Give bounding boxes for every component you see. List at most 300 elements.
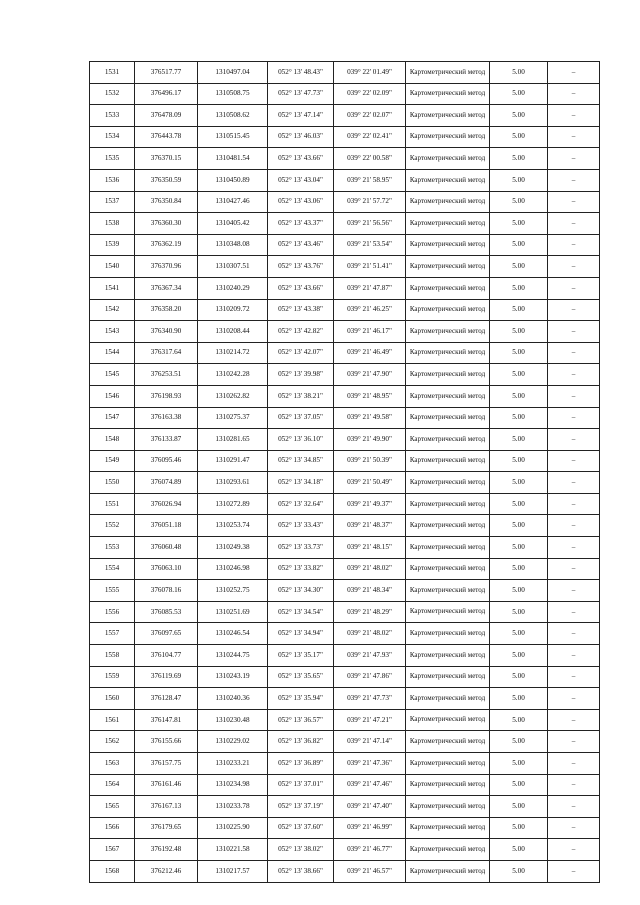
- table-row: [90, 774, 600, 796]
- accuracy-cell: 5.00: [490, 472, 548, 494]
- longitude-cell: 039° 21' 57.72": [334, 191, 406, 213]
- accuracy-cell: 5.00: [490, 321, 548, 343]
- note-cell: –: [548, 450, 600, 472]
- accuracy-cell: 5.00: [490, 385, 548, 407]
- y-coordinate-cell: 1310427.46: [198, 191, 268, 213]
- table-row: [90, 515, 600, 537]
- method-cell: Картометрический метод: [406, 817, 490, 839]
- method-cell: Картометрический метод: [406, 126, 490, 148]
- longitude-cell: 039° 21' 47.21": [334, 709, 406, 731]
- latitude-cell: 052° 13' 35.65": [268, 666, 334, 688]
- point-number-cell: 1565: [90, 796, 135, 818]
- longitude-cell: 039° 22' 02.09": [334, 83, 406, 105]
- y-coordinate-cell: 1310244.75: [198, 645, 268, 667]
- point-number-cell: 1561: [90, 709, 135, 731]
- latitude-cell: 052° 13' 38.02": [268, 839, 334, 861]
- longitude-cell: 039° 21' 46.25": [334, 299, 406, 321]
- method-cell: Картометрический метод: [406, 515, 490, 537]
- accuracy-cell: 5.00: [490, 666, 548, 688]
- note-cell: –: [548, 472, 600, 494]
- latitude-cell: 052° 13' 47.73": [268, 83, 334, 105]
- point-number-cell: 1564: [90, 774, 135, 796]
- y-coordinate-cell: 1310221.58: [198, 839, 268, 861]
- point-number-cell: 1562: [90, 731, 135, 753]
- latitude-cell: 052° 13' 34.85": [268, 450, 334, 472]
- latitude-cell: 052° 13' 35.17": [268, 645, 334, 667]
- x-coordinate-cell: 376104.77: [135, 645, 198, 667]
- longitude-cell: 039° 21' 47.46": [334, 774, 406, 796]
- longitude-cell: 039° 22' 02.41": [334, 126, 406, 148]
- x-coordinate-cell: 376063.10: [135, 558, 198, 580]
- y-coordinate-cell: 1310508.75: [198, 83, 268, 105]
- note-cell: –: [548, 817, 600, 839]
- longitude-cell: 039° 21' 47.73": [334, 688, 406, 710]
- y-coordinate-cell: 1310251.69: [198, 601, 268, 623]
- longitude-cell: 039° 21' 50.49": [334, 472, 406, 494]
- latitude-cell: 052° 13' 43.46": [268, 234, 334, 256]
- note-cell: –: [548, 731, 600, 753]
- latitude-cell: 052° 13' 43.66": [268, 148, 334, 170]
- accuracy-cell: 5.00: [490, 191, 548, 213]
- table-row: [90, 342, 600, 364]
- latitude-cell: 052° 13' 46.03": [268, 126, 334, 148]
- x-coordinate-cell: 376212.46: [135, 860, 198, 882]
- x-coordinate-cell: 376085.53: [135, 601, 198, 623]
- note-cell: –: [548, 321, 600, 343]
- longitude-cell: 039° 21' 48.02": [334, 558, 406, 580]
- point-number-cell: 1563: [90, 753, 135, 775]
- x-coordinate-cell: 376026.94: [135, 493, 198, 515]
- longitude-cell: 039° 21' 48.95": [334, 385, 406, 407]
- note-cell: –: [548, 774, 600, 796]
- y-coordinate-cell: 1310246.54: [198, 623, 268, 645]
- y-coordinate-cell: 1310240.36: [198, 688, 268, 710]
- point-number-cell: 1542: [90, 299, 135, 321]
- x-coordinate-cell: 376074.89: [135, 472, 198, 494]
- method-cell: Картометрический метод: [406, 342, 490, 364]
- longitude-cell: 039° 21' 47.90": [334, 364, 406, 386]
- accuracy-cell: 5.00: [490, 558, 548, 580]
- method-cell: Картометрический метод: [406, 580, 490, 602]
- latitude-cell: 052° 13' 34.30": [268, 580, 334, 602]
- table-row: [90, 407, 600, 429]
- method-cell: Картометрический метод: [406, 62, 490, 84]
- longitude-cell: 039° 21' 53.54": [334, 234, 406, 256]
- x-coordinate-cell: 376360.30: [135, 213, 198, 235]
- x-coordinate-cell: 376350.84: [135, 191, 198, 213]
- note-cell: –: [548, 256, 600, 278]
- method-cell: Картометрический метод: [406, 429, 490, 451]
- method-cell: Картометрический метод: [406, 645, 490, 667]
- point-number-cell: 1535: [90, 148, 135, 170]
- table-row: [90, 623, 600, 645]
- accuracy-cell: 5.00: [490, 796, 548, 818]
- method-cell: Картометрический метод: [406, 299, 490, 321]
- y-coordinate-cell: 1310405.42: [198, 213, 268, 235]
- table-row: [90, 277, 600, 299]
- point-number-cell: 1559: [90, 666, 135, 688]
- note-cell: –: [548, 299, 600, 321]
- note-cell: –: [548, 429, 600, 451]
- table-row: [90, 537, 600, 559]
- method-cell: Картометрический метод: [406, 774, 490, 796]
- note-cell: –: [548, 839, 600, 861]
- accuracy-cell: 5.00: [490, 213, 548, 235]
- note-cell: –: [548, 645, 600, 667]
- table-row: [90, 753, 600, 775]
- latitude-cell: 052° 13' 35.94": [268, 688, 334, 710]
- note-cell: –: [548, 537, 600, 559]
- table-row: [90, 234, 600, 256]
- accuracy-cell: 5.00: [490, 623, 548, 645]
- latitude-cell: 052° 13' 36.57": [268, 709, 334, 731]
- y-coordinate-cell: 1310208.44: [198, 321, 268, 343]
- x-coordinate-cell: 376317.64: [135, 342, 198, 364]
- latitude-cell: 052° 13' 36.89": [268, 753, 334, 775]
- table-row: [90, 731, 600, 753]
- table-row: [90, 688, 600, 710]
- table-row: [90, 839, 600, 861]
- point-number-cell: 1541: [90, 277, 135, 299]
- longitude-cell: 039° 21' 47.93": [334, 645, 406, 667]
- y-coordinate-cell: 1310307.51: [198, 256, 268, 278]
- note-cell: –: [548, 342, 600, 364]
- x-coordinate-cell: 376358.20: [135, 299, 198, 321]
- method-cell: Картометрический метод: [406, 385, 490, 407]
- table-row: [90, 83, 600, 105]
- table-row: [90, 321, 600, 343]
- y-coordinate-cell: 1310262.82: [198, 385, 268, 407]
- accuracy-cell: 5.00: [490, 299, 548, 321]
- accuracy-cell: 5.00: [490, 839, 548, 861]
- latitude-cell: 052° 13' 39.98": [268, 364, 334, 386]
- note-cell: –: [548, 277, 600, 299]
- method-cell: Картометрический метод: [406, 277, 490, 299]
- note-cell: –: [548, 580, 600, 602]
- x-coordinate-cell: 376133.87: [135, 429, 198, 451]
- accuracy-cell: 5.00: [490, 731, 548, 753]
- y-coordinate-cell: 1310515.45: [198, 126, 268, 148]
- note-cell: –: [548, 688, 600, 710]
- longitude-cell: 039° 21' 48.34": [334, 580, 406, 602]
- table-row: [90, 860, 600, 882]
- point-number-cell: 1553: [90, 537, 135, 559]
- latitude-cell: 052° 13' 32.64": [268, 493, 334, 515]
- latitude-cell: 052° 13' 37.60": [268, 817, 334, 839]
- x-coordinate-cell: 376198.93: [135, 385, 198, 407]
- x-coordinate-cell: 376097.65: [135, 623, 198, 645]
- point-number-cell: 1539: [90, 234, 135, 256]
- latitude-cell: 052° 13' 48.43": [268, 62, 334, 84]
- longitude-cell: 039° 21' 47.86": [334, 666, 406, 688]
- point-number-cell: 1568: [90, 860, 135, 882]
- table-row: [90, 580, 600, 602]
- note-cell: –: [548, 515, 600, 537]
- point-number-cell: 1558: [90, 645, 135, 667]
- point-number-cell: 1557: [90, 623, 135, 645]
- method-cell: Картометрический метод: [406, 450, 490, 472]
- table-row: [90, 601, 600, 623]
- longitude-cell: 039° 21' 46.57": [334, 860, 406, 882]
- note-cell: –: [548, 666, 600, 688]
- latitude-cell: 052° 13' 36.10": [268, 429, 334, 451]
- point-number-cell: 1537: [90, 191, 135, 213]
- x-coordinate-cell: 376155.66: [135, 731, 198, 753]
- note-cell: –: [548, 385, 600, 407]
- longitude-cell: 039° 21' 47.40": [334, 796, 406, 818]
- x-coordinate-cell: 376443.78: [135, 126, 198, 148]
- longitude-cell: 039° 21' 47.36": [334, 753, 406, 775]
- point-number-cell: 1554: [90, 558, 135, 580]
- x-coordinate-cell: 376163.38: [135, 407, 198, 429]
- note-cell: –: [548, 601, 600, 623]
- y-coordinate-cell: 1310233.21: [198, 753, 268, 775]
- point-number-cell: 1544: [90, 342, 135, 364]
- longitude-cell: 039° 21' 48.29": [334, 601, 406, 623]
- table-row: [90, 817, 600, 839]
- point-number-cell: 1547: [90, 407, 135, 429]
- point-number-cell: 1551: [90, 493, 135, 515]
- method-cell: Картометрический метод: [406, 83, 490, 105]
- y-coordinate-cell: 1310249.38: [198, 537, 268, 559]
- accuracy-cell: 5.00: [490, 407, 548, 429]
- note-cell: –: [548, 860, 600, 882]
- accuracy-cell: 5.00: [490, 450, 548, 472]
- note-cell: –: [548, 709, 600, 731]
- method-cell: Картометрический метод: [406, 796, 490, 818]
- latitude-cell: 052° 13' 47.14": [268, 105, 334, 127]
- table-row: [90, 796, 600, 818]
- point-number-cell: 1552: [90, 515, 135, 537]
- y-coordinate-cell: 1310348.08: [198, 234, 268, 256]
- y-coordinate-cell: 1310246.98: [198, 558, 268, 580]
- note-cell: –: [548, 623, 600, 645]
- method-cell: Картометрический метод: [406, 148, 490, 170]
- method-cell: Картометрический метод: [406, 493, 490, 515]
- x-coordinate-cell: 376128.47: [135, 688, 198, 710]
- x-coordinate-cell: 376478.09: [135, 105, 198, 127]
- accuracy-cell: 5.00: [490, 277, 548, 299]
- accuracy-cell: 5.00: [490, 515, 548, 537]
- latitude-cell: 052° 13' 38.21": [268, 385, 334, 407]
- y-coordinate-cell: 1310275.37: [198, 407, 268, 429]
- method-cell: Картометрический метод: [406, 472, 490, 494]
- longitude-cell: 039° 22' 00.58": [334, 148, 406, 170]
- x-coordinate-cell: 376179.65: [135, 817, 198, 839]
- method-cell: Картометрический метод: [406, 256, 490, 278]
- table-row: [90, 558, 600, 580]
- table-row: [90, 191, 600, 213]
- note-cell: –: [548, 753, 600, 775]
- method-cell: Картометрический метод: [406, 839, 490, 861]
- longitude-cell: 039° 21' 48.02": [334, 623, 406, 645]
- y-coordinate-cell: 1310272.89: [198, 493, 268, 515]
- method-cell: Картометрический метод: [406, 731, 490, 753]
- table-row: [90, 709, 600, 731]
- x-coordinate-cell: 376362.19: [135, 234, 198, 256]
- y-coordinate-cell: 1310242.28: [198, 364, 268, 386]
- point-number-cell: 1550: [90, 472, 135, 494]
- point-number-cell: 1538: [90, 213, 135, 235]
- accuracy-cell: 5.00: [490, 688, 548, 710]
- x-coordinate-cell: 376192.48: [135, 839, 198, 861]
- method-cell: Картометрический метод: [406, 407, 490, 429]
- x-coordinate-cell: 376157.75: [135, 753, 198, 775]
- method-cell: Картометрический метод: [406, 169, 490, 191]
- y-coordinate-cell: 1310253.74: [198, 515, 268, 537]
- x-coordinate-cell: 376517.77: [135, 62, 198, 84]
- longitude-cell: 039° 21' 58.95": [334, 169, 406, 191]
- latitude-cell: 052° 13' 37.19": [268, 796, 334, 818]
- method-cell: Картометрический метод: [406, 364, 490, 386]
- point-number-cell: 1560: [90, 688, 135, 710]
- accuracy-cell: 5.00: [490, 83, 548, 105]
- note-cell: –: [548, 83, 600, 105]
- longitude-cell: 039° 22' 02.07": [334, 105, 406, 127]
- latitude-cell: 052° 13' 42.07": [268, 342, 334, 364]
- latitude-cell: 052° 13' 34.18": [268, 472, 334, 494]
- latitude-cell: 052° 13' 42.82": [268, 321, 334, 343]
- accuracy-cell: 5.00: [490, 645, 548, 667]
- accuracy-cell: 5.00: [490, 256, 548, 278]
- note-cell: –: [548, 407, 600, 429]
- latitude-cell: 052° 13' 43.04": [268, 169, 334, 191]
- method-cell: Картометрический метод: [406, 753, 490, 775]
- x-coordinate-cell: 376060.48: [135, 537, 198, 559]
- y-coordinate-cell: 1310293.61: [198, 472, 268, 494]
- longitude-cell: 039° 21' 51.41": [334, 256, 406, 278]
- latitude-cell: 052° 13' 43.38": [268, 299, 334, 321]
- accuracy-cell: 5.00: [490, 774, 548, 796]
- note-cell: –: [548, 364, 600, 386]
- point-number-cell: 1566: [90, 817, 135, 839]
- longitude-cell: 039° 21' 56.56": [334, 213, 406, 235]
- accuracy-cell: 5.00: [490, 364, 548, 386]
- longitude-cell: 039° 21' 46.49": [334, 342, 406, 364]
- note-cell: –: [548, 126, 600, 148]
- note-cell: –: [548, 796, 600, 818]
- table-row: [90, 256, 600, 278]
- table-row: [90, 385, 600, 407]
- accuracy-cell: 5.00: [490, 860, 548, 882]
- table-row: [90, 666, 600, 688]
- method-cell: Картометрический метод: [406, 537, 490, 559]
- x-coordinate-cell: 376147.81: [135, 709, 198, 731]
- longitude-cell: 039° 21' 47.87": [334, 277, 406, 299]
- accuracy-cell: 5.00: [490, 709, 548, 731]
- method-cell: Картометрический метод: [406, 105, 490, 127]
- x-coordinate-cell: 376167.13: [135, 796, 198, 818]
- longitude-cell: 039° 21' 46.99": [334, 817, 406, 839]
- x-coordinate-cell: 376078.16: [135, 580, 198, 602]
- x-coordinate-cell: 376161.46: [135, 774, 198, 796]
- y-coordinate-cell: 1310481.54: [198, 148, 268, 170]
- y-coordinate-cell: 1310281.65: [198, 429, 268, 451]
- method-cell: Картометрический метод: [406, 234, 490, 256]
- method-cell: Картометрический метод: [406, 860, 490, 882]
- point-number-cell: 1546: [90, 385, 135, 407]
- accuracy-cell: 5.00: [490, 62, 548, 84]
- x-coordinate-cell: 376367.34: [135, 277, 198, 299]
- accuracy-cell: 5.00: [490, 169, 548, 191]
- accuracy-cell: 5.00: [490, 817, 548, 839]
- coordinates-table: [89, 61, 600, 883]
- y-coordinate-cell: 1310252.75: [198, 580, 268, 602]
- table-row: [90, 645, 600, 667]
- table-row: [90, 364, 600, 386]
- note-cell: –: [548, 169, 600, 191]
- x-coordinate-cell: 376340.90: [135, 321, 198, 343]
- x-coordinate-cell: 376119.69: [135, 666, 198, 688]
- longitude-cell: 039° 21' 48.37": [334, 515, 406, 537]
- longitude-cell: 039° 21' 46.17": [334, 321, 406, 343]
- accuracy-cell: 5.00: [490, 493, 548, 515]
- longitude-cell: 039° 21' 48.15": [334, 537, 406, 559]
- table-row: [90, 126, 600, 148]
- table-row: [90, 450, 600, 472]
- accuracy-cell: 5.00: [490, 105, 548, 127]
- longitude-cell: 039° 21' 47.14": [334, 731, 406, 753]
- method-cell: Картометрический метод: [406, 191, 490, 213]
- y-coordinate-cell: 1310233.78: [198, 796, 268, 818]
- note-cell: –: [548, 558, 600, 580]
- y-coordinate-cell: 1310497.04: [198, 62, 268, 84]
- point-number-cell: 1536: [90, 169, 135, 191]
- y-coordinate-cell: 1310230.48: [198, 709, 268, 731]
- accuracy-cell: 5.00: [490, 234, 548, 256]
- x-coordinate-cell: 376370.96: [135, 256, 198, 278]
- note-cell: –: [548, 234, 600, 256]
- latitude-cell: 052° 13' 33.73": [268, 537, 334, 559]
- latitude-cell: 052° 13' 34.94": [268, 623, 334, 645]
- latitude-cell: 052° 13' 43.76": [268, 256, 334, 278]
- y-coordinate-cell: 1310225.90: [198, 817, 268, 839]
- table-row: [90, 493, 600, 515]
- latitude-cell: 052° 13' 33.82": [268, 558, 334, 580]
- y-coordinate-cell: 1310450.89: [198, 169, 268, 191]
- point-number-cell: 1545: [90, 364, 135, 386]
- note-cell: –: [548, 493, 600, 515]
- longitude-cell: 039° 21' 49.58": [334, 407, 406, 429]
- latitude-cell: 052° 13' 43.66": [268, 277, 334, 299]
- latitude-cell: 052° 13' 33.43": [268, 515, 334, 537]
- accuracy-cell: 5.00: [490, 753, 548, 775]
- latitude-cell: 052° 13' 37.05": [268, 407, 334, 429]
- method-cell: Картометрический метод: [406, 321, 490, 343]
- accuracy-cell: 5.00: [490, 537, 548, 559]
- point-number-cell: 1567: [90, 839, 135, 861]
- y-coordinate-cell: 1310217.57: [198, 860, 268, 882]
- y-coordinate-cell: 1310291.47: [198, 450, 268, 472]
- accuracy-cell: 5.00: [490, 148, 548, 170]
- method-cell: Картометрический метод: [406, 623, 490, 645]
- table-row: [90, 148, 600, 170]
- x-coordinate-cell: 376051.18: [135, 515, 198, 537]
- y-coordinate-cell: 1310243.19: [198, 666, 268, 688]
- point-number-cell: 1555: [90, 580, 135, 602]
- point-number-cell: 1543: [90, 321, 135, 343]
- method-cell: Картометрический метод: [406, 688, 490, 710]
- x-coordinate-cell: 376095.46: [135, 450, 198, 472]
- table-row: [90, 105, 600, 127]
- table-row: [90, 62, 600, 84]
- coordinates-table-body: [90, 62, 600, 883]
- point-number-cell: 1533: [90, 105, 135, 127]
- y-coordinate-cell: 1310508.62: [198, 105, 268, 127]
- method-cell: Картометрический метод: [406, 709, 490, 731]
- point-number-cell: 1534: [90, 126, 135, 148]
- x-coordinate-cell: 376253.51: [135, 364, 198, 386]
